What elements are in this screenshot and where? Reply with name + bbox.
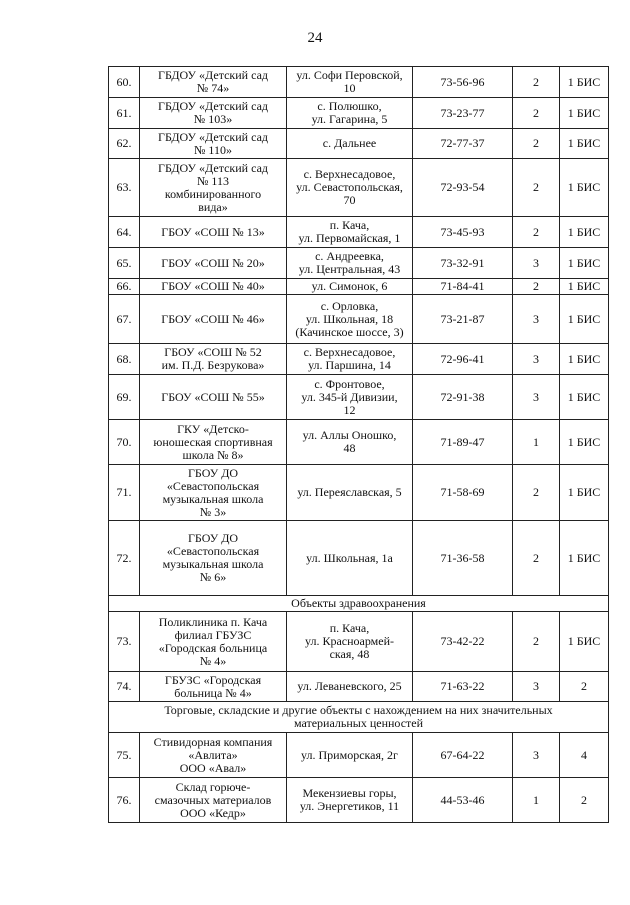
category-value: 3 (513, 375, 560, 420)
object-address: ул. Симонок, 6 (287, 279, 413, 295)
table-row (109, 375, 609, 420)
class-value: 1 БИС (560, 375, 609, 420)
table-row (109, 67, 609, 98)
object-phone: 73-42-22 (413, 612, 513, 672)
category-value: 3 (513, 295, 560, 344)
object-name: ГБДОУ «Детский сад № 113 комбинированного вида» (140, 159, 287, 217)
objects-table (108, 66, 609, 823)
object-name: ГКУ «Детско- юношеская спортивная школа № 8» (140, 420, 287, 465)
class-value: 1 БИС (560, 420, 609, 465)
object-name: ГБОУ «СОШ № 55» (140, 375, 287, 420)
class-value: 1 БИС (560, 159, 609, 217)
object-phone: 72-91-38 (413, 375, 513, 420)
class-value: 1 БИС (560, 612, 609, 672)
class-value: 1 БИС (560, 344, 609, 375)
object-address: ул. Переяславская, 5 (287, 465, 413, 521)
table-row (109, 129, 609, 159)
object-name: ГБОУ ДО «Севастопольская музыкальная школа № 3» (140, 465, 287, 521)
row-number: 73. (109, 612, 140, 672)
category-value: 2 (513, 612, 560, 672)
object-name: ГБОУ «СОШ № 13» (140, 217, 287, 248)
row-number: 65. (109, 248, 140, 279)
object-name: ГБОУ «СОШ № 46» (140, 295, 287, 344)
object-phone: 71-63-22 (413, 672, 513, 702)
row-number: 62. (109, 129, 140, 159)
object-phone: 72-96-41 (413, 344, 513, 375)
object-phone: 71-89-47 (413, 420, 513, 465)
object-phone: 71-36-58 (413, 521, 513, 596)
class-value: 4 (560, 733, 609, 778)
category-value: 2 (513, 67, 560, 98)
class-value: 1 БИС (560, 465, 609, 521)
object-phone: 72-93-54 (413, 159, 513, 217)
object-name: ГБДОУ «Детский сад № 103» (140, 98, 287, 129)
category-value: 3 (513, 344, 560, 375)
object-name: ГБОУ «СОШ № 52 им. П.Д. Безрукова» (140, 344, 287, 375)
category-value: 1 (513, 420, 560, 465)
object-address: ул. Софи Перовской, 10 (287, 67, 413, 98)
category-value: 3 (513, 733, 560, 778)
object-phone: 73-32-91 (413, 248, 513, 279)
category-value: 2 (513, 98, 560, 129)
class-value: 1 БИС (560, 67, 609, 98)
table-row (109, 733, 609, 778)
section-heading: Торговые, складские и другие объекты с нахождением на них значительных материальных ценностей (109, 702, 609, 733)
table-row (109, 295, 609, 344)
row-number: 60. (109, 67, 140, 98)
section-heading: Объекты здравоохранения (109, 596, 609, 612)
row-number: 75. (109, 733, 140, 778)
category-value: 2 (513, 159, 560, 217)
table-row (109, 248, 609, 279)
object-phone: 73-56-96 (413, 67, 513, 98)
object-address: п. Кача, ул. Первомайская, 1 (287, 217, 413, 248)
row-number: 64. (109, 217, 140, 248)
table-row (109, 98, 609, 129)
class-value: 1 БИС (560, 248, 609, 279)
table-row (109, 344, 609, 375)
category-value: 2 (513, 521, 560, 596)
table-row (109, 465, 609, 521)
table-row (109, 672, 609, 702)
row-number: 67. (109, 295, 140, 344)
object-address: с. Фронтовое, ул. 345-й Дивизии, 12 (287, 375, 413, 420)
object-name: ГБОУ «СОШ № 20» (140, 248, 287, 279)
row-number: 66. (109, 279, 140, 295)
object-address: Мекензиевы горы, ул. Энергетиков, 11 (287, 778, 413, 823)
class-value: 1 БИС (560, 129, 609, 159)
object-address: с. Полюшко, ул. Гагарина, 5 (287, 98, 413, 129)
class-value: 1 БИС (560, 521, 609, 596)
class-value: 1 БИС (560, 98, 609, 129)
table-row (109, 778, 609, 823)
class-value: 1 БИС (560, 217, 609, 248)
table-row (109, 279, 609, 295)
object-address: с. Орловка, ул. Школьная, 18 (Качинское шоссе, 3) (287, 295, 413, 344)
object-name: ГБУЗС «Городская больница № 4» (140, 672, 287, 702)
object-phone: 73-23-77 (413, 98, 513, 129)
object-name: ГБДОУ «Детский сад № 74» (140, 67, 287, 98)
table-row (109, 612, 609, 672)
table-row (109, 159, 609, 217)
section-row (109, 702, 609, 733)
object-phone: 71-84-41 (413, 279, 513, 295)
table-row (109, 420, 609, 465)
section-row (109, 596, 609, 612)
category-value: 3 (513, 672, 560, 702)
object-name: ГБОУ «СОШ № 40» (140, 279, 287, 295)
category-value: 2 (513, 217, 560, 248)
object-address: ул. Приморская, 2г (287, 733, 413, 778)
row-number: 71. (109, 465, 140, 521)
object-address: ул. Школьная, 1а (287, 521, 413, 596)
row-number: 68. (109, 344, 140, 375)
row-number: 70. (109, 420, 140, 465)
object-address: ул. Аллы Оношко, 48 (287, 420, 413, 465)
class-value: 1 БИС (560, 295, 609, 344)
object-address: с. Верхнесадовое, ул. Паршина, 14 (287, 344, 413, 375)
object-name: ГБДОУ «Детский сад № 110» (140, 129, 287, 159)
object-phone: 72-77-37 (413, 129, 513, 159)
category-value: 1 (513, 778, 560, 823)
page-number: 24 (307, 30, 323, 46)
table-row (109, 217, 609, 248)
object-address: с. Андреевка, ул. Центральная, 43 (287, 248, 413, 279)
category-value: 2 (513, 279, 560, 295)
row-number: 74. (109, 672, 140, 702)
row-number: 72. (109, 521, 140, 596)
object-phone: 73-21-87 (413, 295, 513, 344)
object-address: с. Дальнее (287, 129, 413, 159)
class-value: 2 (560, 672, 609, 702)
row-number: 61. (109, 98, 140, 129)
object-address: ул. Леваневского, 25 (287, 672, 413, 702)
row-number: 76. (109, 778, 140, 823)
category-value: 2 (513, 129, 560, 159)
object-phone: 73-45-93 (413, 217, 513, 248)
row-number: 63. (109, 159, 140, 217)
object-address: с. Верхнесадовое, ул. Севастопольская, 70 (287, 159, 413, 217)
object-name: ГБОУ ДО «Севастопольская музыкальная школа № 6» (140, 521, 287, 596)
object-address: п. Кача, ул. Красноармей- ская, 48 (287, 612, 413, 672)
class-value: 2 (560, 778, 609, 823)
class-value: 1 БИС (560, 279, 609, 295)
category-value: 2 (513, 465, 560, 521)
object-phone: 67-64-22 (413, 733, 513, 778)
object-name: Склад горюче- смазочных материалов ООО «Кедр» (140, 778, 287, 823)
table-row (109, 521, 609, 596)
object-name: Стивидорная компания «Авлита» ООО «Авал» (140, 733, 287, 778)
object-phone: 44-53-46 (413, 778, 513, 823)
object-name: Поликлиника п. Кача филиал ГБУЗС «Городская больница № 4» (140, 612, 287, 672)
category-value: 3 (513, 248, 560, 279)
object-phone: 71-58-69 (413, 465, 513, 521)
row-number: 69. (109, 375, 140, 420)
